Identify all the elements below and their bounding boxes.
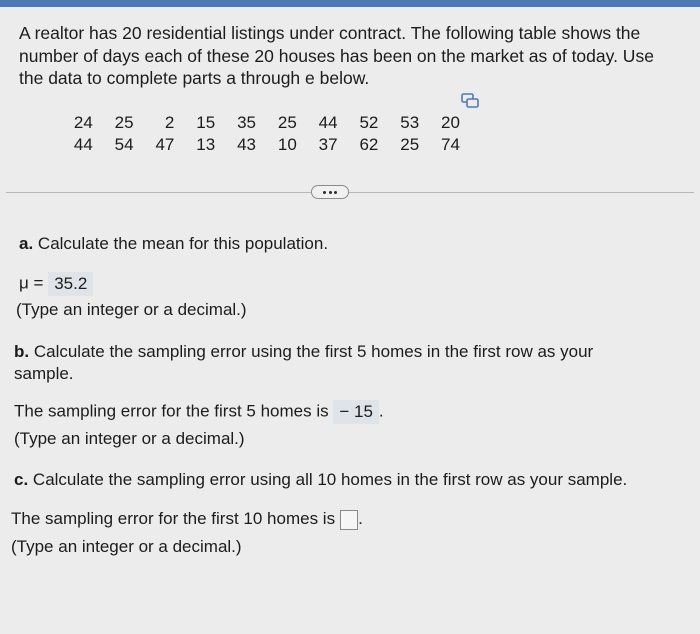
- more-dots-icon: [323, 191, 326, 194]
- part-c-question: [14, 469, 627, 491]
- part-a-hint: (Type an integer or a decimal.): [16, 300, 247, 319]
- table-row: [52, 112, 460, 134]
- part-a-answer-line: [19, 272, 93, 296]
- table-cell: 24: [73, 113, 93, 132]
- copy-icon[interactable]: [461, 93, 479, 109]
- table-cell: 47: [155, 135, 175, 154]
- table-cell: 10: [277, 135, 297, 154]
- part-a-question: [19, 233, 328, 255]
- table-cell: 35: [237, 113, 256, 132]
- table-cell: 44: [73, 135, 93, 154]
- table-cell: 62: [359, 135, 379, 154]
- table-cell: 54: [114, 135, 134, 154]
- expand-button[interactable]: [311, 185, 349, 199]
- part-b-question: [14, 341, 654, 385]
- table-row: [52, 134, 460, 156]
- part-b-answer-field[interactable]: − 15: [333, 400, 379, 424]
- table-cell: 52: [359, 113, 379, 132]
- table-cell: 74: [441, 135, 460, 154]
- part-c-question-text: Calculate the sampling error using all 10 homes in the first row as your sample.: [32, 470, 628, 489]
- table-cell: 2: [164, 113, 175, 132]
- table-cell: 13: [196, 135, 216, 154]
- part-b-answer-line: [14, 400, 384, 424]
- part-c-label: c.: [14, 470, 29, 489]
- problem-intro: A realtor has 20 residential listings under contract. The following table shows the number of days each of these 20 houses has been on the market as of today. Use the data to complete parts a through e below.: [19, 23, 654, 88]
- part-a-label: a.: [19, 234, 34, 253]
- part-c-answer-prefix: The sampling error for the first 10 homes is: [11, 509, 336, 528]
- top-accent-bar: [0, 0, 700, 7]
- part-b-answer-suffix: .: [378, 401, 384, 421]
- table-cell: 25: [277, 113, 297, 132]
- table-cell: 44: [318, 113, 338, 132]
- section-divider: [6, 192, 694, 193]
- part-c-answer-line: [11, 508, 363, 530]
- table-cell: 53: [400, 113, 420, 132]
- part-c-answer-suffix: .: [358, 509, 363, 528]
- part-b-question-text: Calculate the sampling error using the first 5 homes in the first row as your sample.: [14, 342, 594, 383]
- table-cell: 43: [237, 135, 256, 154]
- part-c-answer-field[interactable]: [340, 510, 358, 530]
- part-a-answer-field[interactable]: 35.2: [48, 272, 93, 296]
- part-b-answer-prefix: The sampling error for the first 5 homes is: [14, 401, 329, 421]
- part-b-label: b.: [14, 342, 30, 361]
- table-cell: 20: [441, 113, 460, 132]
- data-table: [52, 112, 460, 156]
- table-cell: 25: [114, 113, 134, 132]
- part-a-answer-prefix: μ =: [19, 273, 44, 293]
- part-a-question-text: Calculate the mean for this population.: [37, 234, 329, 253]
- table-cell: 15: [196, 113, 216, 132]
- table-cell: 37: [318, 135, 338, 154]
- part-b-hint: (Type an integer or a decimal.): [14, 429, 245, 448]
- table-cell: 25: [400, 135, 420, 154]
- part-c-hint: (Type an integer or a decimal.): [11, 537, 242, 556]
